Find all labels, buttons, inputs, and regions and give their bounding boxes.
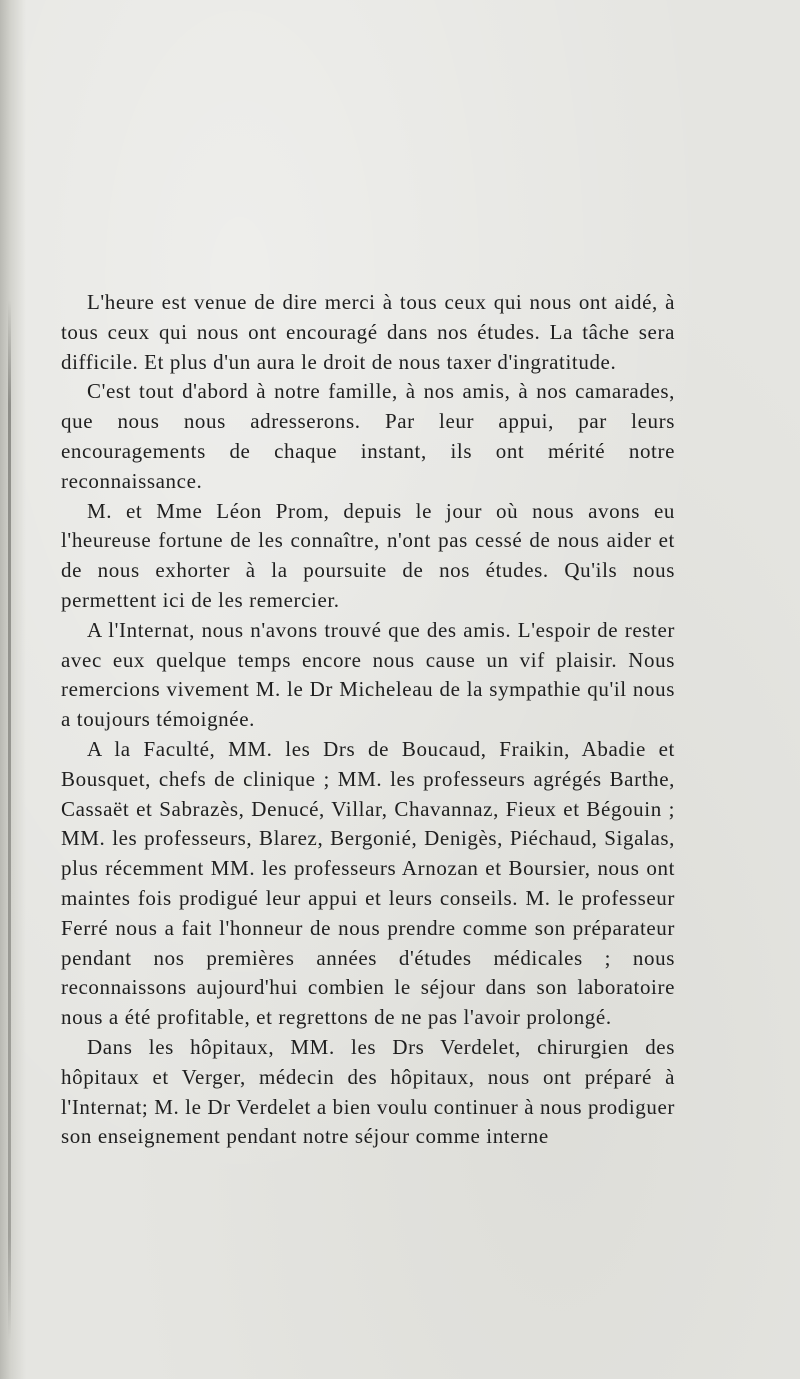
paragraph-internat: A l'Internat, nous n'avons trouvé que des amis. L'espoir de rester avec eux quelque temps encore nous cause un vif plaisir. Nous remercions vivement M. le Dr Micheleau de la sympathie qu'il nous a toujours témoignée. — [61, 617, 675, 732]
paragraph-family: C'est tout d'abord à notre famille, à nos amis, à nos camarades, que nous nous adresserons. Par leur appui, par leurs encouragements de chaque instant, ils ont mérité notre reconnaissance. — [61, 379, 675, 493]
page-binding-edge — [0, 0, 26, 1379]
paragraph-faculte: A la Faculté, MM. les Drs de Boucaud, Fraikin, Abadie et Bousquet, chefs de clinique ; MM. les professeurs agrégés Barthe, Cassaët et Sabrazès, Denucé, Villar, Chavannaz, Fieux et Bégouin ; MM. les professeurs, Blarez, Bergonié, Denigès, Piéchaud, Sigalas, plus récemment MM. les professeurs Arnozan et Boursier, nous ont maintes fois prodigué leur appui et leurs conseils. M. le professeur Ferré nous a fait l'honneur de nous prendre comme son préparateur pendant nos premières années d'études médicales ; nous reconnaissons aujourd'hui combien le séjour dans son laboratoire nous a été profitable, et regrettons de ne pas l'avoir prolongé. — [61, 736, 675, 1030]
paragraph-intro: L'heure est venue de dire merci à tous ceux qui nous ont aidé, à tous ceux qui nous ont encouragé dans nos études. La tâche sera difficile. Et plus d'un aura le droit de nous taxer d'ingratitude. — [61, 290, 675, 374]
paragraph-hopitaux: Dans les hôpitaux, MM. les Drs Verdelet, chirurgien des hôpitaux et Verger, médecin des hôpitaux, nous ont préparé à l'Internat; M. le Dr Verdelet a bien voulu continuer à nous prodiguer son enseignement pendant notre séjour comme interne — [61, 1034, 675, 1149]
paragraph-prom: M. et Mme Léon Prom, depuis le jour où nous avons eu l'heureuse fortune de les connaître, n'ont pas cessé de nous aider et de nous exhorter à la poursuite de nos études. Qu'ils nous permettent ici de les remercier. — [61, 498, 675, 612]
page-edge-shadow — [8, 300, 11, 1340]
acknowledgements-text — [61, 288, 675, 1152]
